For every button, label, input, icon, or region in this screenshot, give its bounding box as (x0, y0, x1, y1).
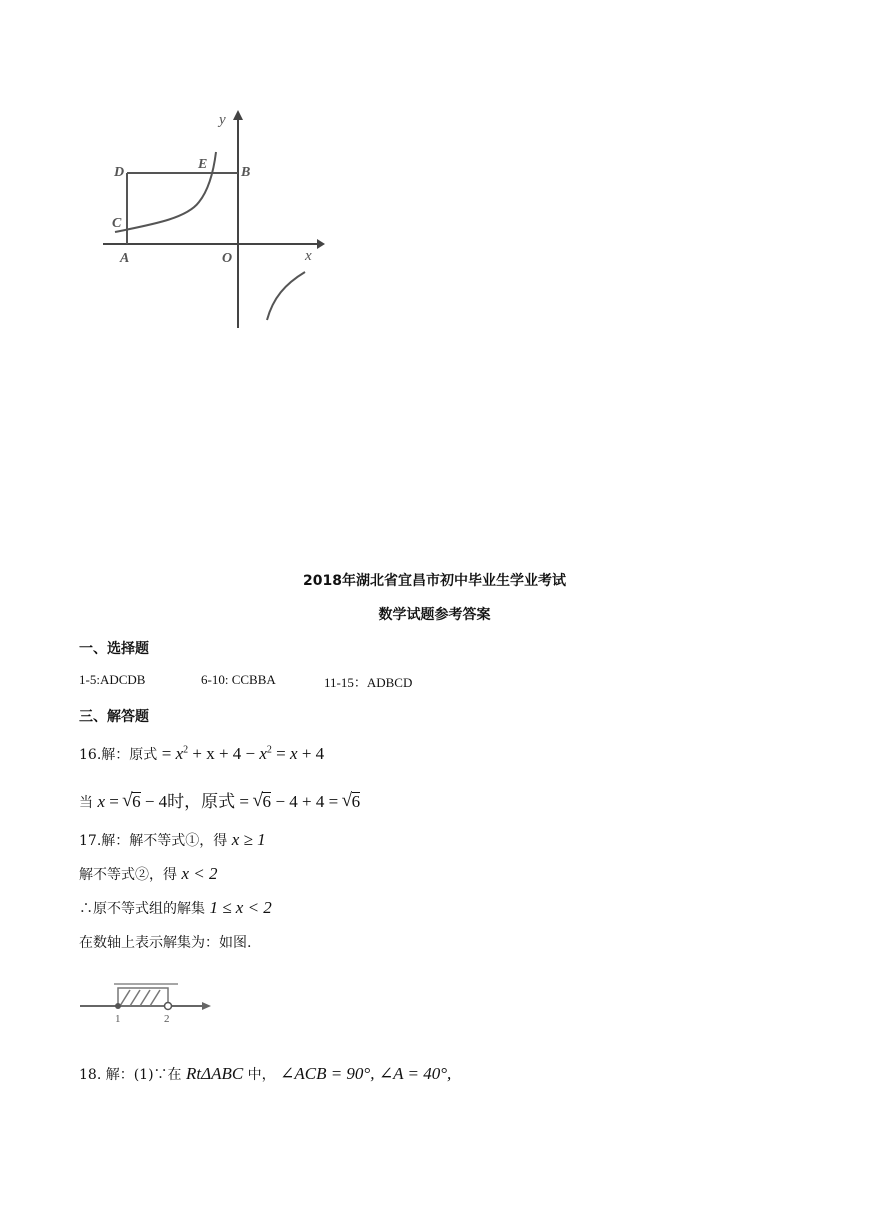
q16-prefix: 16.解：原式 (79, 747, 158, 763)
answer-group-3: 11-15：ADBCD (324, 675, 413, 690)
q17-math3: 1 ≤ x < 2 (209, 898, 272, 917)
document-title: 2018年湖北省宜昌市初中毕业生学业考试 (303, 573, 566, 589)
label-A: A (120, 251, 130, 266)
q17-line4: 在数轴上表示解集为：如图. (79, 935, 252, 951)
q17-math2: x < 2 (181, 864, 218, 883)
q16-then: − 4时，原式 = (144, 792, 250, 811)
sqrt-6-c: √ 6 (343, 792, 361, 812)
q16-x1: x (175, 744, 184, 763)
tick-label-2: 2 (164, 1013, 170, 1025)
q16-line2 (79, 787, 360, 812)
q16-eq2: = (109, 792, 119, 811)
label-x: x (305, 248, 312, 264)
section-solve-heading: 三、解答题 (79, 709, 149, 725)
q18-line1 (79, 1064, 451, 1084)
q16-line1 (79, 744, 324, 764)
q18-angle1: ∠ACB = 90°, (280, 1064, 375, 1083)
hyperbola-branch-right (267, 272, 305, 320)
q17-line3 (79, 898, 272, 918)
x-axis-arrow (317, 239, 325, 249)
q17-line2 (79, 864, 217, 884)
label-C: C (112, 216, 122, 231)
closed-point-1 (115, 1003, 121, 1009)
q18-mid: 中， (247, 1067, 276, 1083)
q16-x3: x (290, 744, 298, 763)
choice-answers-row (79, 672, 413, 690)
q16-when: 当 (79, 795, 93, 811)
label-D: D (114, 165, 125, 180)
q16-tail: + 4 (301, 744, 325, 763)
q16-equation: = $x^2 + x + 4 - x^2 = x + 4$ (161, 744, 325, 763)
q16-mid: + x + 4 − (192, 744, 256, 763)
q18-prefix: 18. 解：(1)∵在 (79, 1067, 182, 1083)
q17-text1: 17.解：解不等式①，得 (79, 833, 228, 849)
q16-calc: − 4 + 4 = (275, 792, 339, 811)
coordinate-graph-figure (95, 100, 335, 340)
label-y: y (219, 112, 226, 128)
q16-eq: = (276, 744, 286, 763)
number-line-arrow (202, 1002, 211, 1010)
document-subtitle: 数学试题参考答案 (378, 607, 491, 623)
label-B: B (241, 165, 251, 180)
q18-angle2: ∠A = 40°, (378, 1064, 452, 1083)
q17-text3: ∴原不等式组的解集 (79, 901, 205, 917)
sqrt-6-b: √ 6 (253, 792, 271, 812)
label-E: E (198, 157, 208, 172)
answer-group-1: 1-5:ADCDB (79, 672, 146, 687)
sqrt-6-a: √ 6 (123, 792, 141, 812)
y-axis-arrow (233, 110, 243, 120)
tick-label-1: 1 (115, 1013, 121, 1025)
section-choice-heading: 一、选择题 (79, 641, 149, 657)
open-point-2 (165, 1003, 172, 1010)
hatch-lines (120, 990, 160, 1006)
q16-x2: x (259, 744, 267, 763)
q17-line1 (79, 830, 266, 850)
q17-text2: 解不等式②，得 (79, 867, 177, 883)
q17-math1: x ≥ 1 (231, 830, 266, 849)
label-O: O (222, 251, 233, 266)
answer-group-2: 6-10: CCBBA (201, 672, 276, 687)
number-line-figure (78, 976, 218, 1026)
q16-x4: x (97, 792, 105, 811)
q18-triangle: RtΔABC (186, 1064, 244, 1083)
